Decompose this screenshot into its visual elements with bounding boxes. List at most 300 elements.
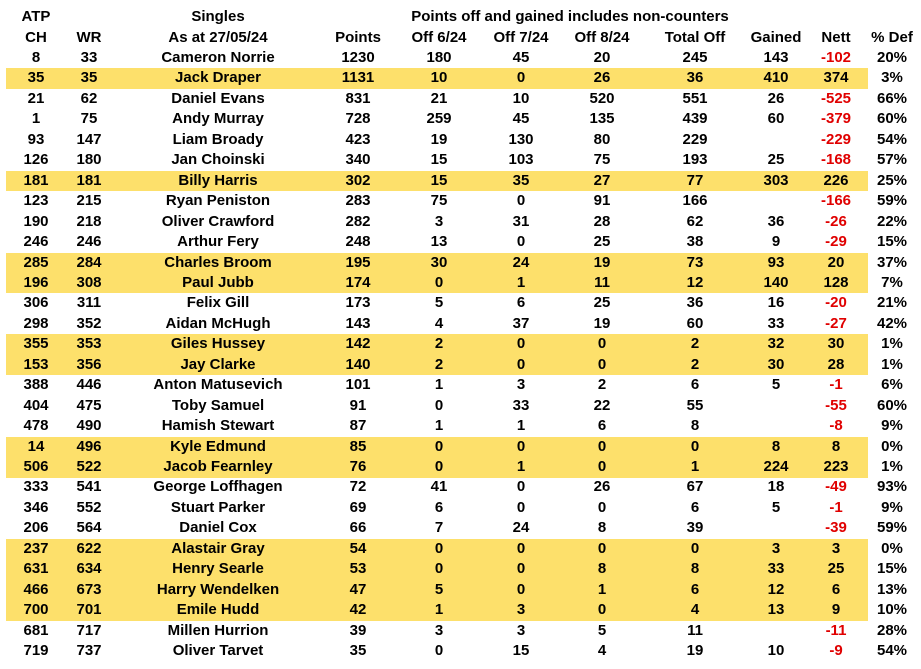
cell-off8: 28 [593,212,611,230]
cell-name: Henry Searle [172,560,264,578]
header-as-at: As at 27/05/24 [168,28,268,46]
cell-gained: 18 [767,478,785,496]
cell-off8: 0 [597,601,607,619]
cell-pct: 42% [876,314,908,332]
cell-ch: 237 [23,539,49,557]
cell-points: 1131 [341,69,375,87]
header-nett: Nett [821,28,851,46]
cell-off6: 3 [434,212,444,230]
cell-pct: 15% [876,560,908,578]
cell-total: 73 [686,253,704,271]
cell-pct: 66% [876,89,908,107]
cell-points: 39 [349,621,367,639]
cell-pct: 9% [881,417,903,435]
cell-pct: 57% [876,151,908,169]
cell-pct: 7% [881,273,903,291]
table-row [0,375,921,396]
cell-points: 143 [345,314,371,332]
cell-name: Oliver Crawford [161,212,275,230]
cell-name: Andy Murray [172,110,264,128]
cell-name: Jack Draper [175,69,261,87]
cell-gained: 33 [767,560,785,578]
cell-name: Billy Harris [178,171,258,189]
cell-ch: 404 [23,396,49,414]
cell-off6: 0 [434,273,444,291]
cell-ch: 306 [23,294,49,312]
cell-name: Alastair Gray [171,539,265,557]
cell-name: Hamish Stewart [161,417,275,435]
cell-points: 282 [345,212,371,230]
cell-total: 55 [686,396,704,414]
cell-nett: -39 [825,519,847,537]
cell-off8: 27 [593,171,611,189]
cell-gained: 30 [767,355,785,373]
cell-ch: 196 [23,273,49,291]
header-gained: Gained [750,28,802,46]
table-row [0,109,921,130]
cell-points: 101 [345,376,371,394]
cell-ch: 206 [23,519,49,537]
cell-off8: 26 [593,478,611,496]
cell-off8: 135 [589,110,615,128]
cell-off7: 0 [516,192,526,210]
header-points: Points [335,28,381,46]
cell-off7: 0 [516,580,526,598]
cell-off6: 0 [434,458,444,475]
cell-wr: 352 [76,314,102,332]
cell-name: Oliver Tarvet [172,642,264,660]
cell-ch: 346 [23,498,49,516]
cell-nett: -379 [820,110,852,128]
cell-name: Cameron Norrie [161,49,275,66]
table-row [0,580,921,601]
cell-ch: 355 [23,335,49,353]
cell-gained [744,621,808,642]
header-atp: ATP [21,8,51,25]
cell-total: 0 [690,437,700,455]
cell-off8: 0 [597,335,607,353]
cell-off8: 25 [593,233,611,251]
cell-off8: 5 [597,621,607,639]
cell-points: 69 [349,498,367,516]
cell-ch: 14 [27,437,45,455]
cell-name: Millen Hurrion [167,621,269,639]
cell-wr: 246 [76,233,102,251]
cell-total: 166 [682,192,708,210]
cell-ch: 35 [27,69,45,87]
cell-total: 8 [690,560,700,578]
cell-off6: 21 [430,89,448,107]
cell-nett: 223 [823,458,849,475]
cell-ch: 190 [23,212,49,230]
cell-off6: 19 [430,130,448,148]
cell-wr: 62 [80,89,98,107]
cell-name: Emile Hudd [176,601,260,619]
cell-points: 195 [345,253,371,271]
cell-ch: 246 [23,233,49,251]
cell-name: Ryan Peniston [165,192,271,210]
cell-nett: -20 [825,294,847,312]
cell-pct: 15% [876,233,908,251]
table-row [0,518,921,539]
cell-off7: 35 [512,171,530,189]
cell-ch: 1 [31,110,41,128]
cell-off6: 15 [430,151,448,169]
cell-ch: 333 [23,478,49,496]
cell-pct: 20% [876,49,908,66]
cell-nett: 25 [827,560,845,578]
cell-nett: -27 [825,314,847,332]
cell-pct: 1% [881,458,903,475]
table-row [0,498,921,519]
cell-off8: 22 [593,396,611,414]
cell-name: Toby Samuel [171,396,265,414]
cell-total: 193 [682,151,708,169]
cell-nett: -8 [829,417,843,435]
cell-off7: 24 [512,519,530,537]
cell-points: 91 [349,396,367,414]
cell-points: 831 [345,89,371,107]
cell-off7: 103 [508,151,534,169]
cell-off6: 0 [434,396,444,414]
cell-pct: 0% [881,437,903,455]
cell-gained: 9 [771,233,781,251]
cell-ch: 388 [23,376,49,394]
cell-off7: 0 [516,498,526,516]
cell-nett: 3 [831,539,841,557]
cell-points: 302 [345,171,371,189]
cell-off7: 15 [512,642,530,660]
cell-gained [744,518,808,539]
cell-off6: 5 [434,294,444,312]
cell-off7: 24 [512,253,530,271]
cell-wr: 35 [80,69,98,87]
cell-off8: 26 [593,69,611,87]
cell-points: 142 [345,335,371,353]
header-off7: Off 7/24 [493,28,549,46]
cell-wr: 147 [76,130,102,148]
cell-gained: 410 [763,69,789,87]
cell-name: Aidan McHugh [165,314,271,332]
cell-off8: 20 [593,49,611,66]
cell-off6: 4 [434,314,444,332]
cell-nett: -525 [820,89,852,107]
cell-off7: 37 [512,314,530,332]
cell-off8: 2 [597,376,607,394]
cell-gained: 25 [767,151,785,169]
cell-ch: 153 [23,355,49,373]
cell-pct: 60% [876,396,908,414]
table-row [0,539,921,560]
cell-off8: 0 [597,498,607,516]
cell-total: 2 [690,355,700,373]
cell-wr: 496 [76,437,102,455]
table-row [0,293,921,314]
cell-ch: 631 [23,560,49,578]
cell-pct: 59% [876,192,908,210]
cell-wr: 180 [76,151,102,169]
cell-off6: 6 [434,498,444,516]
table-row [0,396,921,417]
cell-off6: 0 [434,560,444,578]
cell-off7: 31 [512,212,530,230]
cell-gained: 13 [767,601,785,619]
cell-gained: 26 [767,89,785,107]
cell-off7: 1 [516,458,526,475]
cell-gained: 140 [763,273,789,291]
cell-off7: 0 [516,355,526,373]
cell-off8: 80 [593,130,611,148]
cell-name: Paul Jubb [182,273,254,291]
table-row [0,416,921,437]
cell-points: 76 [349,458,367,475]
cell-off6: 75 [430,192,448,210]
cell-nett: -55 [825,396,847,414]
cell-name: Anton Matusevich [153,376,283,394]
cell-pct: 93% [876,478,908,496]
cell-gained: 36 [767,212,785,230]
table-row [0,89,921,110]
cell-pct: 3% [881,69,903,87]
cell-points: 728 [345,110,371,128]
cell-ch: 478 [23,417,49,435]
cell-gained [744,191,808,212]
cell-total: 6 [690,580,700,598]
header-off8: Off 8/24 [574,28,630,46]
cell-off8: 91 [593,192,611,210]
cell-wr: 634 [76,560,102,578]
cell-off7: 0 [516,560,526,578]
cell-ch: 126 [23,151,49,169]
cell-off7: 33 [512,396,530,414]
header-off6: Off 6/24 [411,28,467,46]
cell-ch: 719 [23,642,49,660]
table-row [0,150,921,171]
table-row [0,559,921,580]
cell-name: Giles Hussey [170,335,266,353]
cell-ch: 285 [23,253,49,271]
cell-pct: 21% [876,294,908,312]
cell-pct: 25% [876,171,908,189]
cell-wr: 622 [76,539,102,557]
cell-wr: 475 [76,396,102,414]
cell-off8: 19 [593,253,611,271]
cell-off8: 0 [597,458,607,475]
cell-off6: 10 [430,69,448,87]
table-row [0,130,921,151]
cell-off8: 6 [597,417,607,435]
cell-gained [744,416,808,437]
cell-wr: 311 [76,294,102,312]
cell-nett: 6 [831,580,841,598]
cell-nett: -1 [829,498,843,516]
cell-off8: 0 [597,437,607,455]
table-row [0,253,921,274]
cell-name: Jacob Fearnley [163,458,273,475]
cell-name: George Loffhagen [153,478,283,496]
cell-total: 39 [686,519,704,537]
header-singles: Singles [191,8,245,25]
cell-off8: 11 [594,273,610,291]
cell-pct: 1% [881,355,903,373]
cell-off6: 2 [434,355,444,373]
cell-total: 12 [686,273,704,291]
cell-total: 551 [682,89,708,107]
cell-off6: 5 [434,580,444,598]
cell-off7: 45 [512,49,530,66]
cell-points: 53 [349,560,367,578]
cell-name: Harry Wendelken [156,580,280,598]
cell-nett: 226 [823,171,849,189]
cell-wr: 490 [76,417,102,435]
cell-points: 72 [349,478,367,496]
cell-wr: 541 [76,478,102,496]
table-row [0,355,921,376]
cell-off7: 3 [516,601,526,619]
cell-off7: 1 [516,273,526,291]
cell-nett: -1 [829,376,843,394]
cell-off7: 0 [516,539,526,557]
cell-points: 35 [349,642,367,660]
cell-off8: 8 [597,560,607,578]
table-row [0,191,921,212]
cell-off8: 1 [597,580,607,598]
cell-name: Arthur Fery [177,233,259,251]
cell-total: 36 [686,294,704,312]
cell-off6: 180 [426,49,452,66]
cell-nett: 9 [831,601,841,619]
cell-wr: 737 [76,642,102,660]
cell-gained [744,130,808,151]
cell-name: Charles Broom [164,253,272,271]
cell-off6: 7 [434,519,444,537]
cell-name: Daniel Cox [179,519,257,537]
cell-off6: 3 [434,621,444,639]
cell-off7: 0 [516,437,526,455]
cell-nett: -166 [820,192,852,210]
cell-name: Jan Choinski [171,151,265,169]
cell-gained: 224 [763,458,789,475]
cell-wr: 218 [76,212,102,230]
cell-pct: 54% [876,130,908,148]
cell-pct: 6% [881,376,903,394]
cell-off8: 19 [593,314,611,332]
cell-wr: 33 [80,49,98,66]
cell-gained: 32 [767,335,785,353]
table-row [0,232,921,253]
cell-wr: 75 [80,110,98,128]
cell-points: 87 [349,417,367,435]
header-ch: CH [25,28,47,46]
cell-nett: -229 [820,130,852,148]
cell-off7: 0 [516,335,526,353]
cell-points: 42 [349,601,367,619]
cell-off6: 1 [434,376,444,394]
cell-gained [744,396,808,417]
table-row [0,457,921,478]
cell-ch: 8 [31,49,41,66]
cell-gained: 12 [767,580,785,598]
table-row [0,477,921,498]
cell-off7: 3 [516,376,526,394]
cell-pct: 10% [876,601,908,619]
cell-total: 0 [690,539,700,557]
cell-gained: 10 [767,642,785,660]
cell-total: 77 [686,171,704,189]
cell-total: 60 [686,314,704,332]
cell-nett: 128 [823,273,849,291]
cell-name: Kyle Edmund [170,437,266,455]
cell-pct: 0% [881,539,903,557]
cell-off6: 2 [434,335,444,353]
cell-nett: 30 [827,335,845,353]
cell-off8: 0 [597,355,607,373]
cell-off8: 8 [597,519,607,537]
cell-pct: 1% [881,335,903,353]
cell-points: 140 [345,355,371,373]
table-row [0,273,921,294]
header-pct-def: % Def [871,28,913,46]
table-row [0,314,921,335]
cell-total: 67 [686,478,704,496]
cell-ch: 21 [27,89,45,107]
cell-nett: 20 [827,253,845,271]
table-row [0,48,921,69]
cell-off8: 0 [597,539,607,557]
cell-wr: 356 [76,355,102,373]
header-wr: WR [76,28,102,46]
cell-off8: 4 [597,642,607,660]
cell-points: 1230 [341,49,375,66]
cell-off6: 30 [430,253,448,271]
cell-off6: 41 [430,478,448,496]
cell-gained: 8 [771,437,781,455]
cell-total: 36 [686,69,704,87]
cell-off6: 0 [434,642,444,660]
cell-gained: 33 [767,314,785,332]
cell-off6: 0 [434,437,444,455]
cell-total: 38 [686,233,704,251]
cell-pct: 60% [876,110,908,128]
cell-points: 423 [345,130,371,148]
cell-pct: 13% [876,580,908,598]
cell-total: 229 [682,130,708,148]
cell-gained: 303 [763,171,789,189]
header-row-1 [0,7,921,28]
table-row [0,600,921,621]
cell-name: Liam Broady [172,130,264,148]
cell-wr: 353 [76,335,102,353]
cell-points: 85 [349,437,367,455]
table-row [0,621,921,642]
cell-nett: 28 [827,355,845,373]
cell-wr: 215 [76,192,102,210]
cell-gained: 3 [771,539,781,557]
cell-total: 11 [687,621,703,639]
cell-ch: 681 [23,621,49,639]
cell-ch: 700 [23,601,49,619]
cell-nett: 374 [823,69,849,87]
cell-wr: 552 [76,498,102,516]
cell-points: 54 [349,539,367,557]
cell-off7: 1 [516,417,526,435]
cell-total: 2 [690,335,700,353]
cell-pct: 9% [881,498,903,516]
cell-nett: -9 [829,642,843,660]
table-row [0,68,921,89]
cell-wr: 181 [76,171,102,189]
cell-gained: 5 [771,498,781,516]
